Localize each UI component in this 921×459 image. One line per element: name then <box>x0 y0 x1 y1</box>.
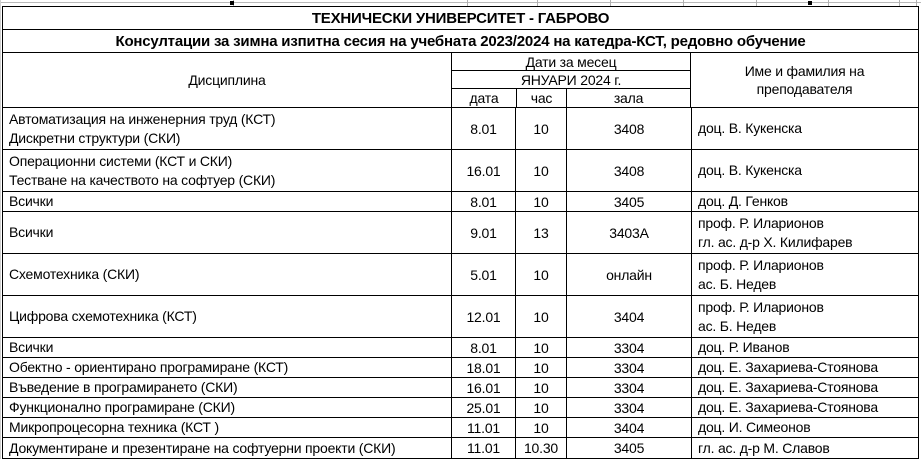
schedule-subtitle: Консултации за зимна изпитна сесия на учебната 2023/2024 на катедра-КСТ, редовно обучение <box>3 30 918 53</box>
teacher-line: доц. Р. Иванов <box>698 339 790 356</box>
text-remnant <box>230 1 234 5</box>
time-cell: 10 <box>515 192 566 211</box>
discipline-cell <box>3 108 451 149</box>
teacher-line: проф. Р. Иларионов <box>698 215 824 232</box>
teacher-cell <box>691 378 918 397</box>
teacher-line: ас. Б. Недев <box>698 317 777 334</box>
date-cell: 18.01 <box>451 358 515 377</box>
table-row <box>3 150 918 192</box>
teacher-cell <box>691 398 918 417</box>
room-cell: 3405 <box>566 192 691 211</box>
gridline-remnant-top <box>0 2 921 3</box>
discipline-line: Документиране и презентиране на софтуерни проекти (СКИ) <box>9 439 396 456</box>
teacher-cell <box>691 212 918 253</box>
discipline-cell <box>3 398 451 417</box>
discipline-line: Тестване на качеството на софтуер (СКИ) <box>9 171 276 188</box>
time-cell: 10 <box>515 108 566 149</box>
discipline-cell <box>3 358 451 377</box>
room-cell: 3304 <box>566 338 691 357</box>
teacher-cell <box>691 438 918 458</box>
table-row <box>3 108 918 150</box>
header-subcolumns <box>452 89 690 107</box>
date-cell: 11.01 <box>451 438 515 458</box>
time-cell: 10 <box>515 398 566 417</box>
discipline-line: Всички <box>9 193 54 210</box>
discipline-line: Операционни системи (КСТ и СКИ) <box>9 152 233 169</box>
header-date: дата <box>469 90 499 106</box>
date-cell: 16.01 <box>451 150 515 191</box>
table-row <box>3 398 918 418</box>
header-dates-line1: Дати за месец <box>452 53 690 71</box>
teacher-line: доц. Д. Генков <box>698 193 788 210</box>
room-cell: онлайн <box>566 254 691 295</box>
gridline-remnant-left <box>0 0 1 459</box>
time-cell: 10 <box>515 418 566 437</box>
table-row <box>3 358 918 378</box>
teacher-line: доц. В. Кукенска <box>698 120 802 137</box>
teacher-line: проф. Р. Иларионов <box>698 299 824 316</box>
teacher-line: доц. В. Кукенска <box>698 162 802 179</box>
teacher-line: гл. ас. д-р М. Славов <box>698 439 830 456</box>
room-cell: 3304 <box>566 398 691 417</box>
discipline-cell <box>3 378 451 397</box>
header-time: час <box>516 89 567 107</box>
table-header <box>3 53 918 108</box>
discipline-line: Дискретни структури (СКИ) <box>9 129 181 146</box>
teacher-line: проф. Р. Иларионов <box>698 257 824 274</box>
discipline-line: Цифрова схемотехника (КСТ) <box>9 308 197 325</box>
date-cell: 16.01 <box>451 378 515 397</box>
table-body <box>3 108 918 458</box>
table-row <box>3 192 918 212</box>
table-row <box>3 338 918 358</box>
university-title: ТЕХНИЧЕСКИ УНИВЕРСИТЕТ - ГАБРОВО <box>3 7 918 30</box>
teacher-line: доц. Е. Захариева-Стоянова <box>698 359 878 376</box>
header-room: зала <box>613 90 644 106</box>
room-cell: 3304 <box>566 378 691 397</box>
teacher-cell <box>691 150 918 191</box>
room-cell: 3304 <box>566 358 691 377</box>
date-cell: 8.01 <box>451 192 515 211</box>
date-cell: 12.01 <box>451 296 515 337</box>
table-row <box>3 212 918 254</box>
header-teacher-line2: преподавателя <box>756 81 853 97</box>
discipline-line: Микропроцесорна техника (КСТ ) <box>9 419 219 436</box>
discipline-cell <box>3 192 451 211</box>
time-cell: 10 <box>515 338 566 357</box>
discipline-cell <box>3 418 451 437</box>
room-cell: 3408 <box>566 150 691 191</box>
teacher-cell <box>691 108 918 149</box>
discipline-cell <box>3 212 451 253</box>
table-row <box>3 378 918 398</box>
time-cell: 10 <box>515 358 566 377</box>
discipline-cell <box>3 338 451 357</box>
teacher-line: доц. Е. Захариева-Стоянова <box>698 379 878 396</box>
discipline-line: Всички <box>9 224 54 241</box>
discipline-line: Обектно - ориентирано програмиране (КСТ) <box>9 359 289 376</box>
table-row <box>3 438 918 458</box>
time-cell: 10 <box>515 378 566 397</box>
date-cell: 8.01 <box>451 108 515 149</box>
discipline-line: Схемотехника (СКИ) <box>9 266 140 283</box>
date-cell: 8.01 <box>451 338 515 357</box>
room-cell: 3404 <box>566 296 691 337</box>
time-cell: 10 <box>515 254 566 295</box>
date-cell: 25.01 <box>451 398 515 417</box>
discipline-cell <box>3 150 451 191</box>
teacher-cell <box>691 296 918 337</box>
header-discipline: Дисциплина <box>188 72 266 88</box>
room-cell: 3403А <box>566 212 691 253</box>
table-row <box>3 296 918 338</box>
room-cell: 3405 <box>566 438 691 458</box>
header-teacher <box>691 53 918 107</box>
table-row <box>3 254 918 296</box>
discipline-line: Въведение в програмирането (СКИ) <box>9 379 238 396</box>
teacher-line: гл. ас. д-р Х. Килифарев <box>698 233 853 250</box>
teacher-cell <box>691 254 918 295</box>
teacher-cell <box>691 192 918 211</box>
table-row <box>3 418 918 438</box>
teacher-cell <box>691 338 918 357</box>
time-cell: 10 <box>515 150 566 191</box>
date-cell: 5.01 <box>451 254 515 295</box>
room-cell: 3404 <box>566 418 691 437</box>
teacher-line: доц. И. Симеонов <box>698 419 811 436</box>
teacher-line: доц. Е. Захариева-Стоянова <box>698 399 878 416</box>
date-cell: 9.01 <box>451 212 515 253</box>
time-cell: 10 <box>515 296 566 337</box>
discipline-cell <box>3 296 451 337</box>
discipline-line: Автоматизация на инженерния труд (КСТ) <box>9 110 276 127</box>
header-dates-line2: ЯНУАРИ 2024 г. <box>452 71 690 89</box>
header-teacher-line1: Име и фамилия на <box>744 62 865 79</box>
teacher-cell <box>691 418 918 437</box>
room-cell: 3408 <box>566 108 691 149</box>
date-cell: 11.01 <box>451 418 515 437</box>
time-cell: 10.30 <box>515 438 566 458</box>
time-cell: 13 <box>515 212 566 253</box>
discipline-line: Функционално програмиране (СКИ) <box>9 399 235 416</box>
teacher-cell <box>691 358 918 377</box>
discipline-line: Всички <box>9 339 54 356</box>
discipline-cell <box>3 438 451 458</box>
discipline-cell <box>3 254 451 295</box>
consultation-table <box>2 6 919 459</box>
text-remnant <box>808 1 812 5</box>
header-dates-group <box>451 53 691 107</box>
teacher-line: ас. Б. Недев <box>698 275 777 292</box>
